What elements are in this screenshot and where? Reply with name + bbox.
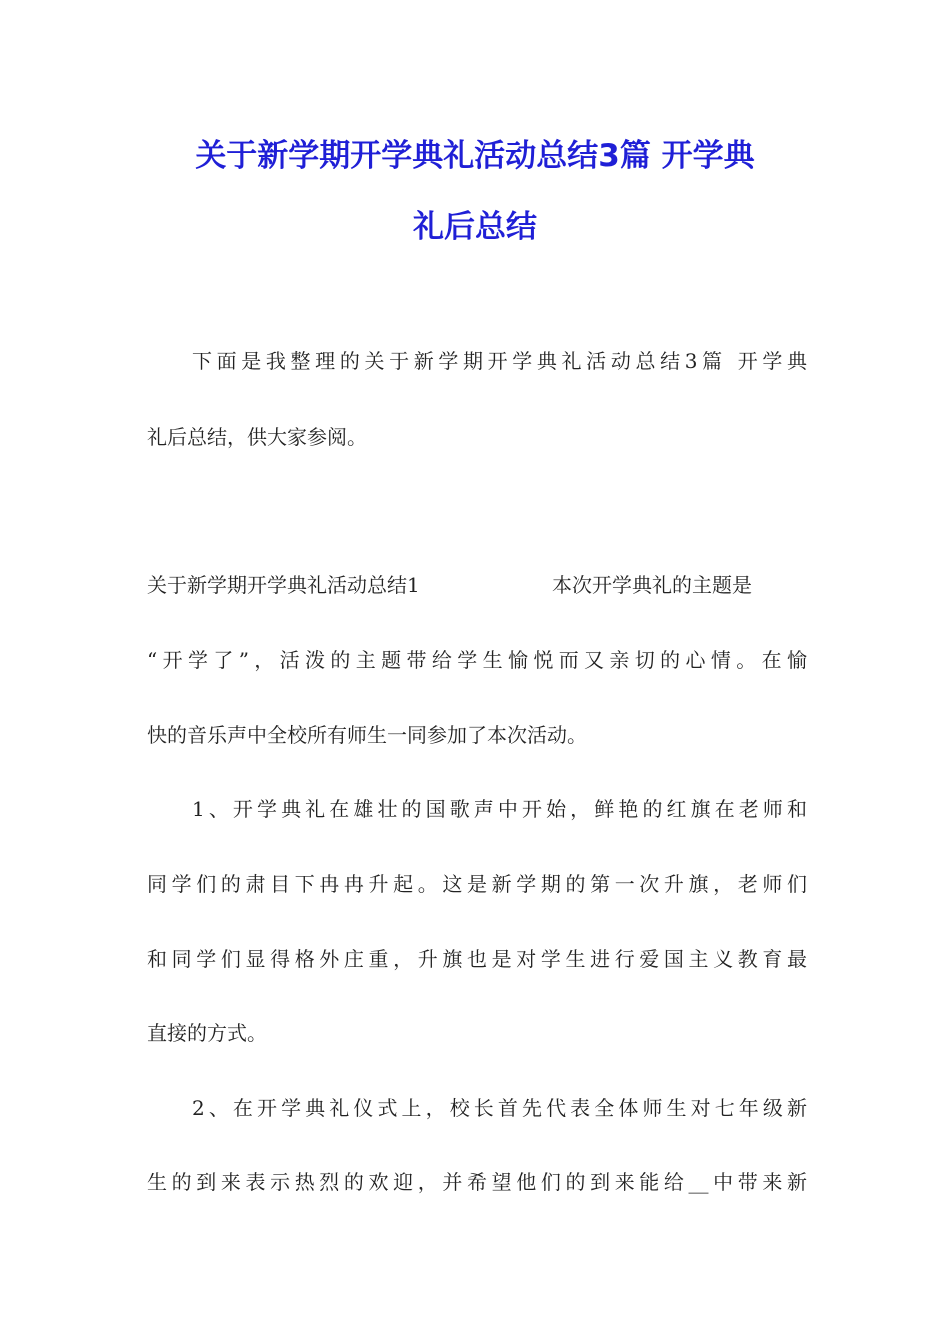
document-title-line-2: 礼后总结: [413, 209, 537, 245]
section-1-line-3: 快的音乐声中全校所有师生一同参加了本次活动。: [147, 723, 587, 747]
item-1-line-3: 和同学们显得格外庄重，升旗也是对学生进行爱国主义教育最: [147, 947, 807, 971]
item-1-line-2: 同学们的肃目下冉冉升起。这是新学期的第一次升旗，老师们: [147, 872, 807, 896]
section-1-heading: 关于新学期开学典礼活动总结1: [147, 573, 420, 597]
section-1-line-2: “开学了”，活泼的主题带给学生愉悦而又亲切的心情。在愉: [147, 648, 807, 672]
item-1-line-4: 直接的方式。: [147, 1021, 267, 1045]
intro-line-1: 下面是我整理的关于新学期开学典礼活动总结3篇 开学典: [192, 349, 807, 373]
item-1-line-1: 1、开学典礼在雄壮的国歌声中开始，鲜艳的红旗在老师和: [192, 797, 807, 821]
document-title-line-1: 关于新学期开学典礼活动总结3篇 开学典: [195, 138, 755, 174]
intro-line-2: 礼后总结，供大家参阅。: [147, 425, 367, 449]
section-1-line-1-rest: 本次开学典礼的主题是: [552, 573, 752, 597]
item-2-line-2: 生的到来表示热烈的欢迎，并希望他们的到来能给__中带来新: [147, 1170, 807, 1194]
item-2-line-1: 2、在开学典礼仪式上，校长首先代表全体师生对七年级新: [192, 1096, 807, 1120]
